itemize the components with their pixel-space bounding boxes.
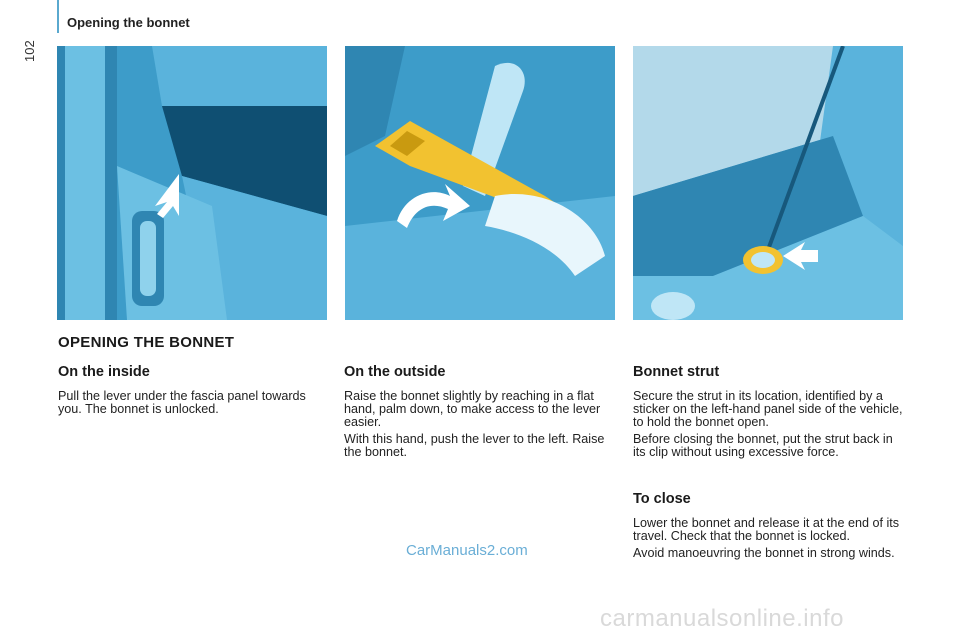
column-paragraph: Lower the bonnet and release it at the end of its travel. Check that the bonnet is locked. xyxy=(633,516,900,543)
column-paragraph: Secure the strut in its location, identified by a sticker on the left-hand panel side of the vehicle, to hold the bonnet open. xyxy=(633,389,903,429)
illustration-bonnet-strut xyxy=(633,46,903,320)
column-heading: On the inside xyxy=(58,364,150,380)
column-paragraph: Before closing the bonnet, put the strut back in its clip without using excessive force. xyxy=(633,432,893,459)
column-paragraph: Pull the lever under the fascia panel towards you. The bonnet is unlocked. xyxy=(58,389,306,416)
watermark-carmanuals: CarManuals2.com xyxy=(406,542,528,559)
column-heading: To close xyxy=(633,491,691,507)
column-paragraph: With this hand, push the lever to the left. Raise the bonnet. xyxy=(344,432,605,459)
column-on-the-outside xyxy=(344,364,614,463)
column-heading: Bonnet strut xyxy=(633,364,720,380)
column-paragraph: Avoid manoeuvring the bonnet in strong winds. xyxy=(633,546,895,560)
section-title: OPENING THE BONNET xyxy=(58,334,235,351)
illustration-inside-lever xyxy=(57,46,327,320)
column-on-the-inside xyxy=(58,364,328,420)
column-bonnet-strut xyxy=(633,364,903,463)
column-paragraph: Raise the bonnet slightly by reaching in a flat hand, palm down, to make access to the lever easier. xyxy=(344,389,601,429)
column-heading: On the outside xyxy=(344,364,446,380)
header-accent-bar xyxy=(57,0,59,33)
column-to-close xyxy=(633,491,903,564)
illustration-outside-lever xyxy=(345,46,615,320)
page-header-title: Opening the bonnet xyxy=(67,15,190,30)
page-number: 102 xyxy=(22,40,37,62)
watermark-carmanualsonline: carmanualsonline.info xyxy=(600,605,844,632)
